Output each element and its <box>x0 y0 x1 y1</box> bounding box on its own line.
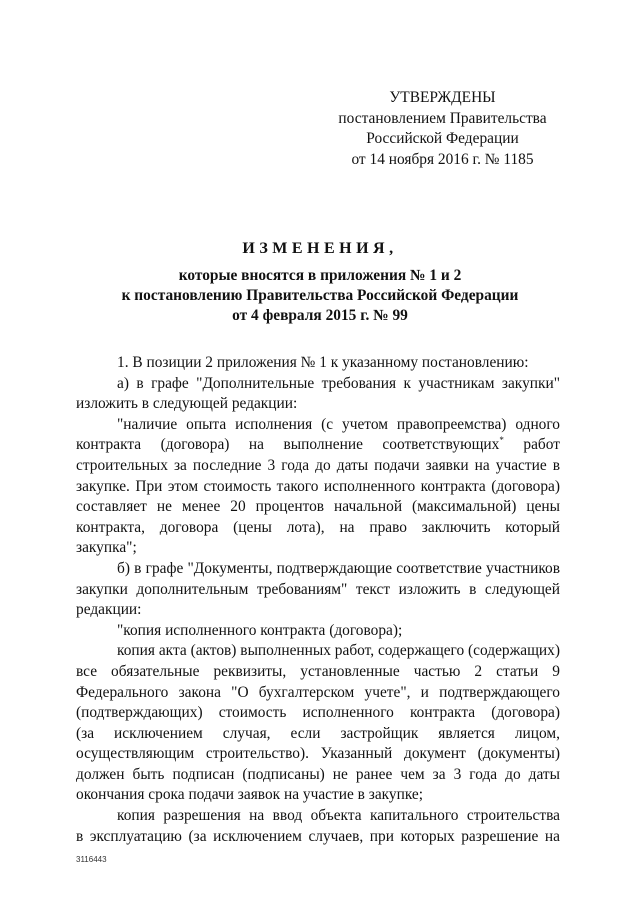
title-subtitle-1: которые вносятся в приложения № 1 и 2 <box>178 267 462 284</box>
title-subtitle-2: к постановлению Правительства Российской Федерации <box>121 287 519 304</box>
document-body <box>76 353 560 847</box>
body-line: (за исключением случая, если застройщик является лицом, <box>76 724 560 742</box>
approval-line-decree: постановлением Правительства <box>338 109 547 127</box>
body-line: закупки дополнительным требованиям" текст изложить в следующей <box>76 580 560 598</box>
body-line: строительных за последние 3 года до даты подачи заявки на участие в <box>76 456 560 474</box>
body-line: изложить в следующей редакции: <box>76 395 298 413</box>
approval-line-date: от 14 ноября 2016 г. № 1185 <box>351 150 534 168</box>
body-line: 1. В позиции 2 приложения № 1 к указанному постановлению: <box>117 354 529 371</box>
body-line: в эксплуатацию (за исключением случаев, при которых разрешение на <box>76 827 560 845</box>
body-line: все обязательные реквизиты, установленные частью 2 статьи 9 <box>76 662 560 680</box>
footnote-marker: * <box>499 435 504 446</box>
approval-line-government: Российской Федерации <box>366 130 519 147</box>
document-title <box>60 238 580 326</box>
body-line: окончания срока подачи заявок на участие в закупке; <box>76 786 424 804</box>
body-line: Федерального закона "О бухгалтерском учете", и подтверждающего <box>76 683 560 701</box>
approval-heading: УТВЕРЖДЕНЫ <box>389 89 496 106</box>
body-line: закупке. При этом стоимость такого исполненного контракта (договора) <box>76 477 560 495</box>
title-subtitle-3: от 4 февраля 2015 г. № 99 <box>232 307 408 324</box>
body-line: копия акта (актов) выполненных работ, содержащего (содержащих) <box>117 642 560 660</box>
body-line: б) в графе "Документы, подтверждающие соответствие участников <box>117 559 560 577</box>
body-line-part: контракта (договора) на выполнение соответствующих <box>76 436 500 454</box>
body-line: контракта, договора (цены лота), на право заключить который <box>76 518 560 536</box>
body-line: "копия исполненного контракта (договора); <box>117 621 403 639</box>
body-line: (подтверждающих) стоимость исполненного контракта (договора) <box>76 704 560 722</box>
body-line-with-footnote <box>76 435 560 456</box>
body-line: редакции: <box>76 601 142 619</box>
document-code: 3116443 <box>76 855 107 864</box>
body-line: закупка"; <box>76 539 137 557</box>
body-line: должен быть подписан (подписаны) не ранее чем за 3 года до даты <box>76 765 560 783</box>
title-main: ИЗМЕНЕНИЯ, <box>242 240 398 257</box>
body-line: копия разрешения на ввод объекта капитального строительства <box>117 807 560 825</box>
body-line: а) в графе "Дополнительные требования к участникам закупки" <box>117 374 560 392</box>
body-line-part: работ <box>523 436 560 454</box>
body-line: "наличие опыта исполнения (с учетом правопреемства) одного <box>117 415 560 433</box>
body-line: осуществляющим строительство). Указанный документ (документы) <box>76 745 560 763</box>
body-line: составляет не менее 20 процентов начальной (максимальной) цены <box>76 498 560 516</box>
approval-stamp <box>330 88 555 170</box>
